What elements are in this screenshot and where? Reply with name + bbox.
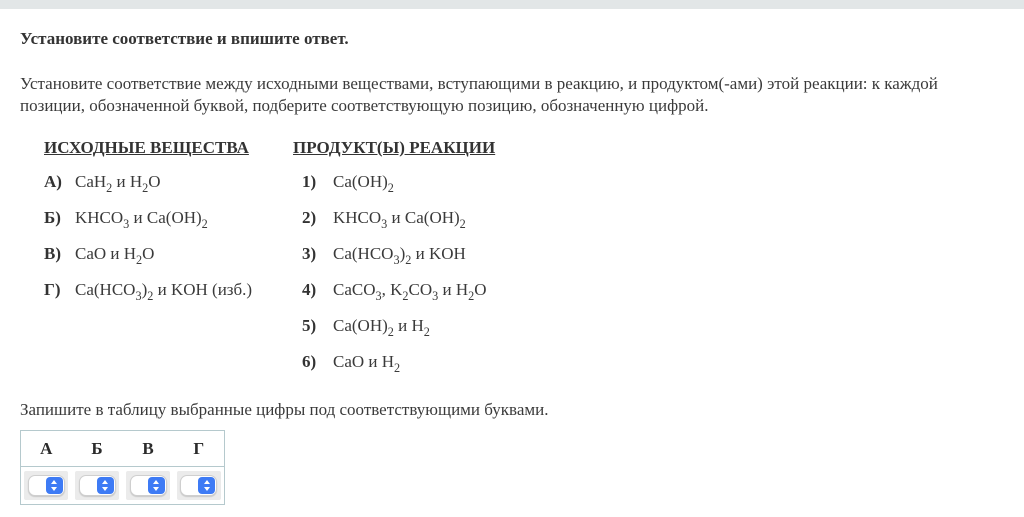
- item-label: 6): [302, 352, 317, 371]
- product-item-4: [293, 279, 495, 304]
- answer-cell-b: [72, 467, 123, 505]
- top-bar: [0, 0, 1024, 9]
- item-formula: CaO и $H_2$: [333, 352, 401, 376]
- match-item-a: [44, 171, 293, 196]
- item-formula: $Ca(OH)_2$ и $H_2$: [333, 316, 430, 340]
- answer-select-v[interactable]: [130, 475, 167, 496]
- answer-select-a[interactable]: [28, 475, 65, 496]
- question-page: [0, 28, 1024, 505]
- answer-table-header-b: Б: [72, 431, 123, 467]
- answer-table-header-row: [21, 431, 225, 467]
- answer-select-g[interactable]: [180, 475, 217, 496]
- chevron-up-icon: [204, 480, 210, 484]
- answer-table: [20, 430, 225, 505]
- item-label: Г): [44, 280, 61, 299]
- item-label: 1): [302, 172, 317, 191]
- right-column-header: ПРОДУКТ(Ы) РЕАКЦИИ: [293, 138, 496, 157]
- item-label: 4): [302, 280, 317, 299]
- item-formula: $Ca(HCO_3)_2$ и KOH: [333, 244, 466, 268]
- product-item-2: [293, 207, 495, 232]
- item-label: А): [44, 172, 62, 191]
- match-item-g: [44, 279, 293, 304]
- item-label: 3): [302, 244, 317, 263]
- question-title: Установите соответствие и впишите ответ.: [20, 29, 349, 48]
- answer-table-header-g: Г: [174, 431, 225, 467]
- left-column-header: ИСХОДНЫЕ ВЕЩЕСТВА: [44, 138, 249, 157]
- answer-table-selects-row: [21, 467, 225, 505]
- answer-table-header-v: В: [123, 431, 174, 467]
- product-item-5: [293, 315, 495, 340]
- item-formula: $Ca(HCO_3)_2$ и KOH (изб.): [75, 280, 253, 304]
- chevron-down-icon: [51, 487, 57, 491]
- select-stepper-icon: [97, 477, 114, 494]
- item-formula: $KHCO_3$ и $Ca(OH)_2$: [333, 208, 466, 232]
- item-label: 2): [302, 208, 317, 227]
- answer-cell-a: [21, 467, 72, 505]
- product-item-1: [293, 171, 495, 196]
- item-formula: CaH$_2$ и $H_2O$: [75, 172, 161, 196]
- chevron-down-icon: [153, 487, 159, 491]
- item-label: 5): [302, 316, 317, 335]
- item-formula: CaO и $H_2O$: [75, 244, 155, 268]
- item-formula: $KHCO_3$ и $Ca(OH)_2$: [75, 208, 208, 232]
- answer-select-b[interactable]: [79, 475, 116, 496]
- product-item-6: [293, 351, 495, 376]
- left-items: [44, 171, 293, 304]
- product-item-3: [293, 243, 495, 268]
- question-instructions: Установите соответствие между исходными веществами, вступающими в реакцию, и продуктом(-ами) этой реакции: к каждой позиции, обозначенной буквой, подберите соответствующую позицию, обозначенную цифрой.: [20, 74, 938, 115]
- match-item-b: [44, 207, 293, 232]
- item-label: В): [44, 244, 61, 263]
- match-item-v: [44, 243, 293, 268]
- answer-table-header-a: А: [21, 431, 72, 467]
- item-formula: CaCO$_3$, $K_2CO_3$ и $H_2O$: [333, 280, 487, 304]
- select-stepper-icon: [148, 477, 165, 494]
- select-background: [75, 471, 119, 500]
- select-stepper-icon: [46, 477, 63, 494]
- item-formula: $Ca(OH)_2$: [333, 172, 394, 196]
- source-substances-column: [44, 137, 293, 387]
- right-items: [293, 171, 495, 376]
- chevron-up-icon: [153, 480, 159, 484]
- select-stepper-icon: [198, 477, 215, 494]
- reaction-products-column: [293, 137, 495, 387]
- select-background: [177, 471, 221, 500]
- select-background: [24, 471, 68, 500]
- chevron-up-icon: [51, 480, 57, 484]
- answer-cell-g: [174, 467, 225, 505]
- item-label: Б): [44, 208, 61, 227]
- chevron-down-icon: [102, 487, 108, 491]
- select-background: [126, 471, 170, 500]
- answer-instruction: Запишите в таблицу выбранные цифры под соответствующими буквами.: [20, 400, 549, 419]
- answer-cell-v: [123, 467, 174, 505]
- chevron-down-icon: [204, 487, 210, 491]
- chevron-up-icon: [102, 480, 108, 484]
- match-section: [44, 137, 1004, 387]
